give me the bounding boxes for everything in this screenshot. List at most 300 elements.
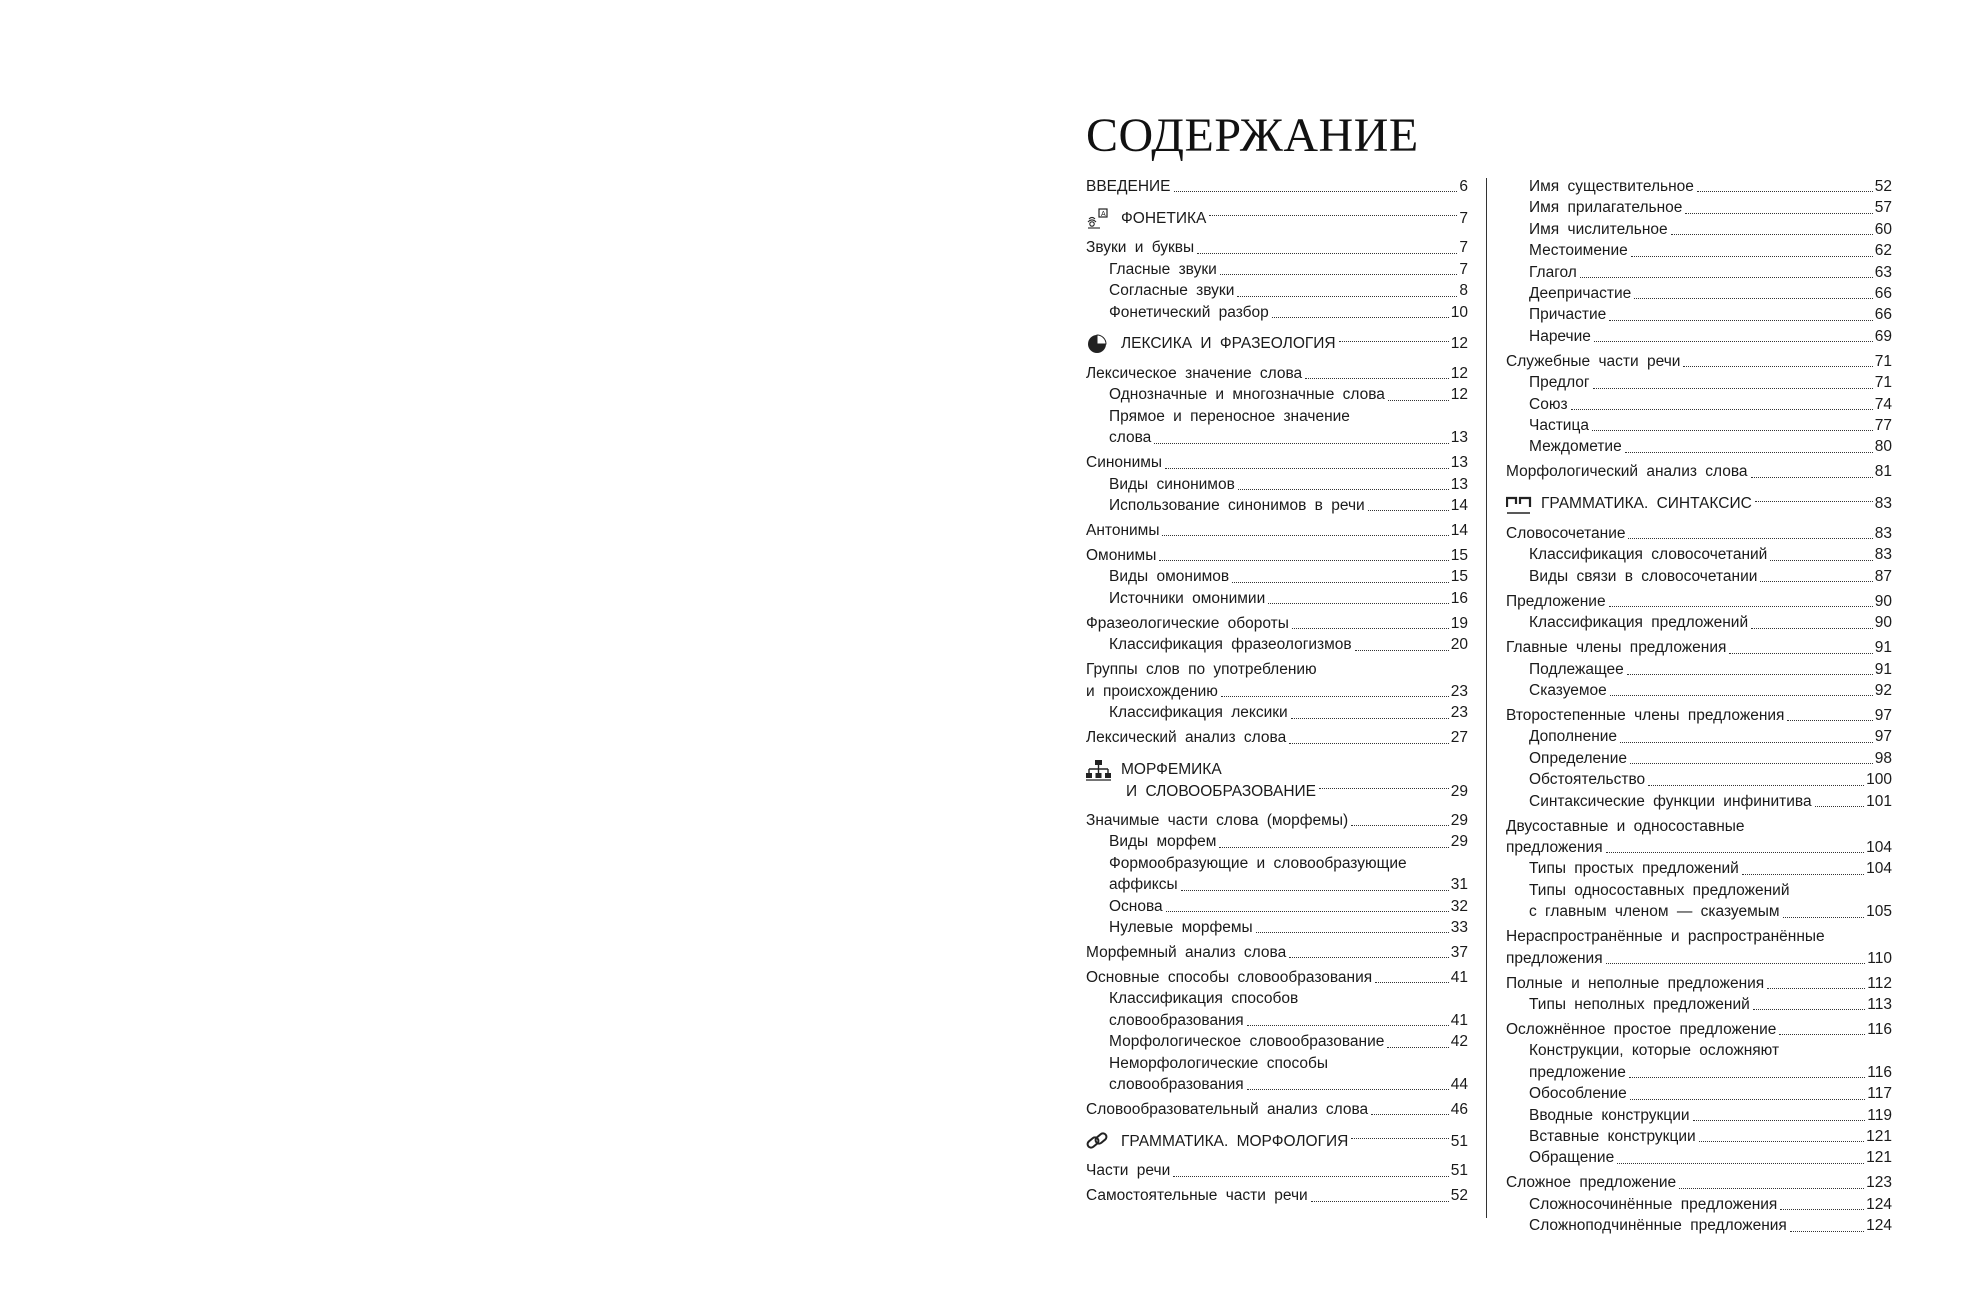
leader-dots <box>1387 1047 1448 1048</box>
leader-dots <box>1751 477 1873 478</box>
toc-entry-title: Морфологическое словообразование <box>1109 1033 1385 1051</box>
toc-entry-title: ГРАММАТИКА. МОРФОЛОГИЯ <box>1121 1132 1349 1150</box>
toc-entry-title: Служебные части речи <box>1506 352 1681 370</box>
toc-page-number: 37 <box>1450 943 1468 961</box>
toc-page-number: 6 <box>1459 178 1468 195</box>
leader-dots <box>1166 911 1449 912</box>
leader-dots <box>1753 1009 1865 1010</box>
toc-page-number: 29 <box>1450 833 1468 851</box>
toc-entry <box>1086 831 1468 852</box>
leader-dots <box>1197 253 1457 254</box>
toc-page-number: 23 <box>1450 704 1468 722</box>
toc-entry <box>1506 680 1892 701</box>
toc-entry-title: Классификация способов <box>1109 990 1299 1008</box>
leader-dots <box>1319 788 1449 789</box>
toc-entry-title: Неморфологические способы <box>1109 1054 1329 1072</box>
toc-entry <box>1086 681 1468 702</box>
toc-entry-title: Союз <box>1529 395 1568 413</box>
toc-page-number: 8 <box>1459 282 1468 300</box>
toc-entry <box>1506 858 1892 879</box>
toc-entry <box>1506 1194 1892 1215</box>
toc-entry-title: словообразования <box>1109 1075 1244 1093</box>
toc-entry-title: Обстоятельство <box>1529 771 1646 789</box>
toc-entry-title: Фонетический разбор <box>1109 303 1269 321</box>
toc-entry-title: Второстепенные члены предложения <box>1506 706 1785 724</box>
toc-page-number: 12 <box>1450 386 1468 404</box>
toc-entry-title: Типы простых предложений <box>1529 860 1739 878</box>
toc-entry-title: Типы неполных предложений <box>1529 995 1750 1013</box>
toc-page-number: 10 <box>1450 303 1468 321</box>
toc-entry-title: Морфемный анализ слова <box>1086 943 1287 961</box>
leader-dots <box>1609 320 1873 321</box>
toc-page-number: 113 <box>1867 995 1892 1013</box>
toc-page-number: 52 <box>1450 1187 1468 1205</box>
leader-dots <box>1173 1176 1449 1177</box>
toc-entry <box>1506 726 1892 747</box>
toc-entry-title: Виды омонимов <box>1109 568 1230 586</box>
toc-entry <box>1506 1062 1892 1083</box>
toc-entry <box>1506 566 1892 587</box>
toc-entry-title: предложение <box>1529 1063 1626 1081</box>
toc-entry <box>1086 566 1468 587</box>
toc-page-number: 83 <box>1874 495 1892 513</box>
toc-entry <box>1086 874 1468 895</box>
leader-dots <box>1679 1188 1864 1189</box>
leader-dots <box>1291 718 1449 719</box>
toc-entry <box>1086 237 1468 258</box>
toc-entry <box>1506 544 1892 565</box>
toc-entry <box>1506 240 1892 261</box>
toc-page-number: 27 <box>1450 729 1468 747</box>
toc-entry-title: Конструкции, которые осложняют <box>1529 1042 1780 1060</box>
toc-page-number: 71 <box>1874 374 1892 392</box>
leader-dots <box>1594 341 1873 342</box>
toc-entry <box>1086 588 1468 609</box>
toc-page-number: 112 <box>1867 974 1892 992</box>
toc-page-number: 20 <box>1450 636 1468 654</box>
toc-page-number: 7 <box>1459 239 1468 257</box>
toc-entry <box>1086 384 1468 405</box>
toc-entry <box>1506 901 1892 922</box>
leader-dots <box>1683 366 1872 367</box>
leader-dots <box>1571 409 1873 410</box>
toc-page-number: 90 <box>1874 614 1892 632</box>
toc-entry-title: и происхождению <box>1086 682 1218 700</box>
toc-entry <box>1506 1105 1892 1126</box>
toc-entry <box>1086 942 1468 963</box>
toc-entry <box>1506 1147 1892 1168</box>
toc-entry-title: Гласные звуки <box>1109 260 1217 278</box>
toc-page-number: 14 <box>1450 522 1468 540</box>
toc-entry-title: Антонимы <box>1086 522 1160 540</box>
toc-entry-title: Имя числительное <box>1529 220 1668 238</box>
leader-dots <box>1671 234 1873 235</box>
leader-dots <box>1630 1099 1865 1100</box>
toc-entry-title: Согласные звуки <box>1109 282 1235 300</box>
leader-dots <box>1628 538 1872 539</box>
toc-entry-title: ВВЕДЕНИЕ <box>1086 178 1171 195</box>
toc-page-number: 104 <box>1866 838 1892 856</box>
leader-dots <box>1629 1077 1865 1078</box>
toc-page-number: 13 <box>1450 454 1468 472</box>
toc-page-number: 66 <box>1874 306 1892 324</box>
toc-entry <box>1086 967 1468 988</box>
leader-dots <box>1697 191 1873 192</box>
toc-page-number: 41 <box>1450 1011 1468 1029</box>
leader-dots <box>1627 674 1873 675</box>
toc-entry-title: Синтаксические функции инфинитива <box>1529 792 1812 810</box>
leader-dots <box>1256 932 1449 933</box>
leader-dots <box>1606 963 1866 964</box>
toc-entry-title: Обособление <box>1529 1085 1627 1103</box>
toc-entry <box>1086 1099 1468 1120</box>
toc-entry-title: И СЛОВООБРАЗОВАНИЕ <box>1126 782 1317 800</box>
toc-entry-title: Омонимы <box>1086 547 1157 565</box>
toc-entry-title: Использование синонимов в речи <box>1109 497 1365 515</box>
toc-entry-title: Частица <box>1529 417 1589 435</box>
toc-page-number: 13 <box>1450 429 1468 447</box>
toc-entry-title: Сложносочинённые предложения <box>1529 1195 1778 1213</box>
toc-page-number: 57 <box>1874 199 1892 217</box>
toc-entry-title: Полные и неполные предложения <box>1506 974 1765 992</box>
toc-page-number: 31 <box>1450 876 1468 894</box>
pie-chart-icon <box>1086 333 1112 355</box>
toc-entry-title: ГРАММАТИКА. СИНТАКСИС <box>1541 495 1752 513</box>
toc-page-number: 69 <box>1874 327 1892 345</box>
toc-page-number: 15 <box>1450 547 1468 565</box>
toc-page-number: 119 <box>1867 1106 1892 1124</box>
leader-dots <box>1634 298 1873 299</box>
leader-dots <box>1351 825 1449 826</box>
leader-dots <box>1580 277 1873 278</box>
leader-dots <box>1305 378 1449 379</box>
toc-page-number: 46 <box>1450 1100 1468 1118</box>
toc-entry-title: Синонимы <box>1086 454 1163 472</box>
toc-page-number: 121 <box>1866 1128 1892 1145</box>
toc-entry-title: ЛЕКСИКА И ФРАЗЕОЛОГИЯ <box>1121 335 1336 353</box>
toc-page-number: 15 <box>1450 568 1468 586</box>
toc-page-number: 124 <box>1866 1195 1892 1213</box>
toc-page-number: 42 <box>1450 1033 1468 1051</box>
toc-entry-title: Морфологический анализ слова <box>1506 463 1748 481</box>
toc-entry <box>1506 769 1892 790</box>
toc-entry <box>1506 351 1892 372</box>
toc-entry <box>1506 523 1892 544</box>
toc-entry-title: Предложение <box>1506 592 1606 610</box>
toc-entry <box>1506 612 1892 633</box>
toc-entry <box>1506 283 1892 304</box>
leader-dots <box>1620 742 1873 743</box>
toc-page-number: 23 <box>1450 682 1468 700</box>
leader-dots <box>1292 628 1449 629</box>
toc-entry <box>1506 791 1892 812</box>
toc-entry <box>1506 461 1892 482</box>
toc-entry <box>1506 637 1892 658</box>
toc-entry-title: Вводные конструкции <box>1529 1106 1690 1124</box>
toc-entry-title: Предлог <box>1529 374 1590 392</box>
leader-dots <box>1685 213 1872 214</box>
toc-entry <box>1506 659 1892 680</box>
leader-dots <box>1209 215 1457 216</box>
leader-dots <box>1311 1201 1449 1202</box>
toc-entry-title: Сложное предложение <box>1506 1174 1677 1192</box>
leader-dots <box>1790 1231 1864 1232</box>
leader-dots <box>1760 581 1872 582</box>
toc-page-number: 104 <box>1866 860 1892 878</box>
toc-entry-title: Основные способы словообразования <box>1086 968 1373 986</box>
toc-entry <box>1086 280 1468 301</box>
toc-entry-title: Глагол <box>1529 263 1577 281</box>
toc-entry-title: Словообразовательный анализ слова <box>1086 1100 1369 1118</box>
toc-entry <box>1506 973 1892 994</box>
leader-dots <box>1339 341 1449 342</box>
toc-entry <box>1506 262 1892 283</box>
toc-entry <box>1506 748 1892 769</box>
toc-entry <box>1086 1130 1468 1152</box>
toc-entry <box>1086 727 1468 748</box>
toc-entry-title: Виды синонимов <box>1109 475 1235 493</box>
toc-entry-title: аффиксы <box>1109 876 1178 894</box>
toc-entry-title: Вставные конструкции <box>1529 1128 1696 1145</box>
toc-page-number: 66 <box>1874 285 1892 303</box>
leader-dots <box>1220 274 1458 275</box>
leader-dots <box>1368 510 1449 511</box>
toc-entry <box>1086 363 1468 384</box>
leader-dots <box>1742 874 1864 875</box>
leader-dots <box>1162 535 1448 536</box>
toc-entry-title: слова <box>1109 429 1152 447</box>
toc-entry <box>1506 837 1892 858</box>
toc-entry <box>1506 1172 1892 1193</box>
toc-entry-title: Значимые части слова (морфемы) <box>1086 811 1349 829</box>
toc-entry-title: Местоимение <box>1529 242 1628 260</box>
toc-page-number: 116 <box>1867 1063 1892 1081</box>
toc-page-number: 33 <box>1450 918 1468 936</box>
toc-page-number: 13 <box>1450 475 1468 493</box>
toc-page-number: 97 <box>1874 706 1892 724</box>
toc-page-number: 63 <box>1874 263 1892 281</box>
toc-page-number: 80 <box>1874 438 1892 456</box>
toc-entry-title: Определение <box>1529 749 1628 767</box>
leader-dots <box>1371 1114 1449 1115</box>
leader-dots <box>1232 582 1449 583</box>
toc-page-number: 83 <box>1874 546 1892 564</box>
toc-entry-title: Наречие <box>1529 327 1591 345</box>
leader-dots <box>1699 1141 1864 1142</box>
toc-page-number: 7 <box>1459 260 1468 278</box>
leader-dots <box>1181 890 1449 891</box>
toc-page-number: 116 <box>1867 1020 1892 1038</box>
toc-entry-title: Причастие <box>1529 306 1607 324</box>
toc-entry <box>1506 304 1892 325</box>
leader-dots <box>1154 443 1448 444</box>
leader-dots <box>1593 388 1873 389</box>
leader-dots <box>1375 982 1449 983</box>
phonetics-icon <box>1086 207 1112 229</box>
leader-dots <box>1815 806 1865 807</box>
leader-dots <box>1779 1034 1865 1035</box>
toc-entry <box>1086 176 1468 197</box>
leader-dots <box>1693 1120 1866 1121</box>
toc-entry-title: Основа <box>1109 897 1163 915</box>
toc-entry <box>1086 1010 1468 1031</box>
toc-entry-title: Группы слов по употреблению <box>1086 661 1317 679</box>
toc-page-number: 124 <box>1866 1217 1892 1235</box>
toc-page-number: 91 <box>1874 639 1892 657</box>
leader-dots <box>1783 917 1865 918</box>
toc-page-number: 62 <box>1874 242 1892 260</box>
toc-entry-title: Междометие <box>1529 438 1622 456</box>
leader-dots <box>1592 430 1873 431</box>
leader-dots <box>1268 603 1449 604</box>
toc-entry <box>1506 1215 1892 1236</box>
leader-dots <box>1751 628 1873 629</box>
toc-entry-title: Классификация фразеологизмов <box>1109 636 1352 654</box>
page-title: СОДЕРЖАНИЕ <box>1086 109 1419 162</box>
toc-page-number: 12 <box>1450 365 1468 383</box>
leader-dots <box>1174 191 1458 192</box>
toc-page-number: 44 <box>1450 1075 1468 1093</box>
toc-entry <box>1086 495 1468 516</box>
toc-page-number: 97 <box>1874 728 1892 746</box>
toc-entry-title: Виды морфем <box>1109 833 1217 851</box>
toc-column-left <box>1086 176 1468 1207</box>
leader-dots <box>1165 468 1449 469</box>
leader-dots <box>1247 1025 1449 1026</box>
bracket-icon <box>1506 493 1532 515</box>
toc-entry <box>1506 372 1892 393</box>
toc-entry-title: Сказуемое <box>1529 681 1607 699</box>
toc-entry <box>1086 1185 1468 1206</box>
toc-page-number: 32 <box>1450 897 1468 915</box>
toc-section-heading <box>1086 759 1468 781</box>
toc-page-number: 98 <box>1874 749 1892 767</box>
toc-page-number: 92 <box>1874 681 1892 699</box>
toc-entry-title: Типы односоставных предложений <box>1529 881 1790 899</box>
toc-entry-title: Подлежащее <box>1529 660 1624 678</box>
toc-entry <box>1086 259 1468 280</box>
toc-page-number: 100 <box>1866 771 1892 789</box>
toc-entry <box>1086 545 1468 566</box>
toc-page-number: 71 <box>1874 352 1892 370</box>
toc-entry-title: Лексический анализ слова <box>1086 729 1287 747</box>
toc-page-number: 12 <box>1450 335 1468 353</box>
toc-entry <box>1506 705 1892 726</box>
toc-entry <box>1086 1074 1468 1095</box>
leader-dots <box>1630 763 1873 764</box>
toc-entry <box>1086 1031 1468 1052</box>
leader-dots <box>1780 1209 1864 1210</box>
leader-dots <box>1631 256 1873 257</box>
toc-entry <box>1086 207 1468 229</box>
toc-page-number: 51 <box>1450 1162 1468 1180</box>
toc-page-number: 77 <box>1874 417 1892 435</box>
toc-entry <box>1086 896 1468 917</box>
toc-entry-title: Имя прилагательное <box>1529 199 1683 217</box>
toc-entry-title: Классификация предложений <box>1529 614 1749 632</box>
leader-dots <box>1289 957 1449 958</box>
toc-entry <box>1506 1126 1892 1147</box>
column-divider <box>1486 178 1487 1218</box>
toc-entry-title: Источники омонимии <box>1109 589 1266 607</box>
toc-entry-title: Обращение <box>1529 1149 1615 1167</box>
toc-entry-title: Словосочетание <box>1506 524 1626 542</box>
toc-page-number: 101 <box>1866 792 1892 810</box>
toc-entry-title: Прямое и переносное значение <box>1109 407 1350 425</box>
leader-dots <box>1609 606 1873 607</box>
leader-dots <box>1617 1163 1864 1164</box>
toc-entry <box>1086 781 1468 802</box>
leader-dots <box>1219 847 1448 848</box>
toc-entry <box>1506 394 1892 415</box>
toc-entry-title: предложения <box>1506 949 1603 967</box>
toc-entry-title: Нулевые морфемы <box>1109 918 1253 936</box>
toc-column-right <box>1506 176 1892 1237</box>
leader-dots <box>1237 296 1457 297</box>
toc-entry-title: Формообразующие и словообразующие <box>1109 854 1407 872</box>
toc-entry-title: Самостоятельные части речи <box>1086 1187 1308 1205</box>
toc-entry-title: Имя существительное <box>1529 178 1694 195</box>
toc-entry-title: Сложноподчинённые предложения <box>1529 1217 1787 1235</box>
toc-page-number: 52 <box>1874 178 1892 195</box>
toc-entry <box>1086 634 1468 655</box>
toc-entry-title: ФОНЕТИКА <box>1121 209 1207 227</box>
toc-page-number: 91 <box>1874 660 1892 678</box>
toc-page-number: 123 <box>1866 1174 1892 1192</box>
toc-page-number: 117 <box>1867 1085 1892 1103</box>
toc-entry-title: Осложнённое простое предложение <box>1506 1020 1777 1038</box>
leader-dots <box>1159 560 1448 561</box>
toc-entry-title: Звуки и буквы <box>1086 239 1195 257</box>
toc-entry-title: Виды связи в словосочетании <box>1529 567 1758 585</box>
toc-entry-title: Двусоставные и односоставные <box>1506 817 1745 835</box>
toc-page-number: 90 <box>1874 592 1892 610</box>
toc-entry-title: Фразеологические обороты <box>1086 614 1289 632</box>
leader-dots <box>1606 852 1865 853</box>
leader-dots <box>1787 720 1872 721</box>
link-icon <box>1086 1130 1112 1152</box>
toc-entry-title: МОРФЕМИКА <box>1121 760 1222 778</box>
leader-dots <box>1648 785 1864 786</box>
toc-entry-title: Дополнение <box>1529 728 1618 746</box>
toc-entry <box>1506 219 1892 240</box>
toc-entry <box>1086 452 1468 473</box>
toc-page-number: 105 <box>1866 903 1892 921</box>
toc-entry-title: с главным членом — сказуемым <box>1529 903 1780 921</box>
toc-entry-title: Нераспространённые и распространённые <box>1506 928 1825 946</box>
toc-entry-title: словообразования <box>1109 1011 1244 1029</box>
toc-page-number: 81 <box>1874 463 1892 481</box>
toc-entry <box>1506 176 1892 197</box>
leader-dots <box>1388 400 1449 401</box>
toc-page-number: 7 <box>1459 209 1468 227</box>
toc-entry <box>1506 326 1892 347</box>
toc-page-number: 83 <box>1874 524 1892 542</box>
toc-entry <box>1086 302 1468 323</box>
toc-entry <box>1506 994 1892 1015</box>
toc-entry <box>1506 436 1892 457</box>
toc-page-number: 19 <box>1450 614 1468 632</box>
leader-dots <box>1247 1089 1449 1090</box>
toc-entry <box>1506 1019 1892 1040</box>
toc-entry-title: Деепричастие <box>1529 285 1632 303</box>
toc-entry <box>1506 948 1892 969</box>
toc-entry <box>1086 474 1468 495</box>
leader-dots <box>1770 560 1872 561</box>
toc-page-number: 87 <box>1874 567 1892 585</box>
toc-entry <box>1086 810 1468 831</box>
leader-dots <box>1755 501 1873 502</box>
